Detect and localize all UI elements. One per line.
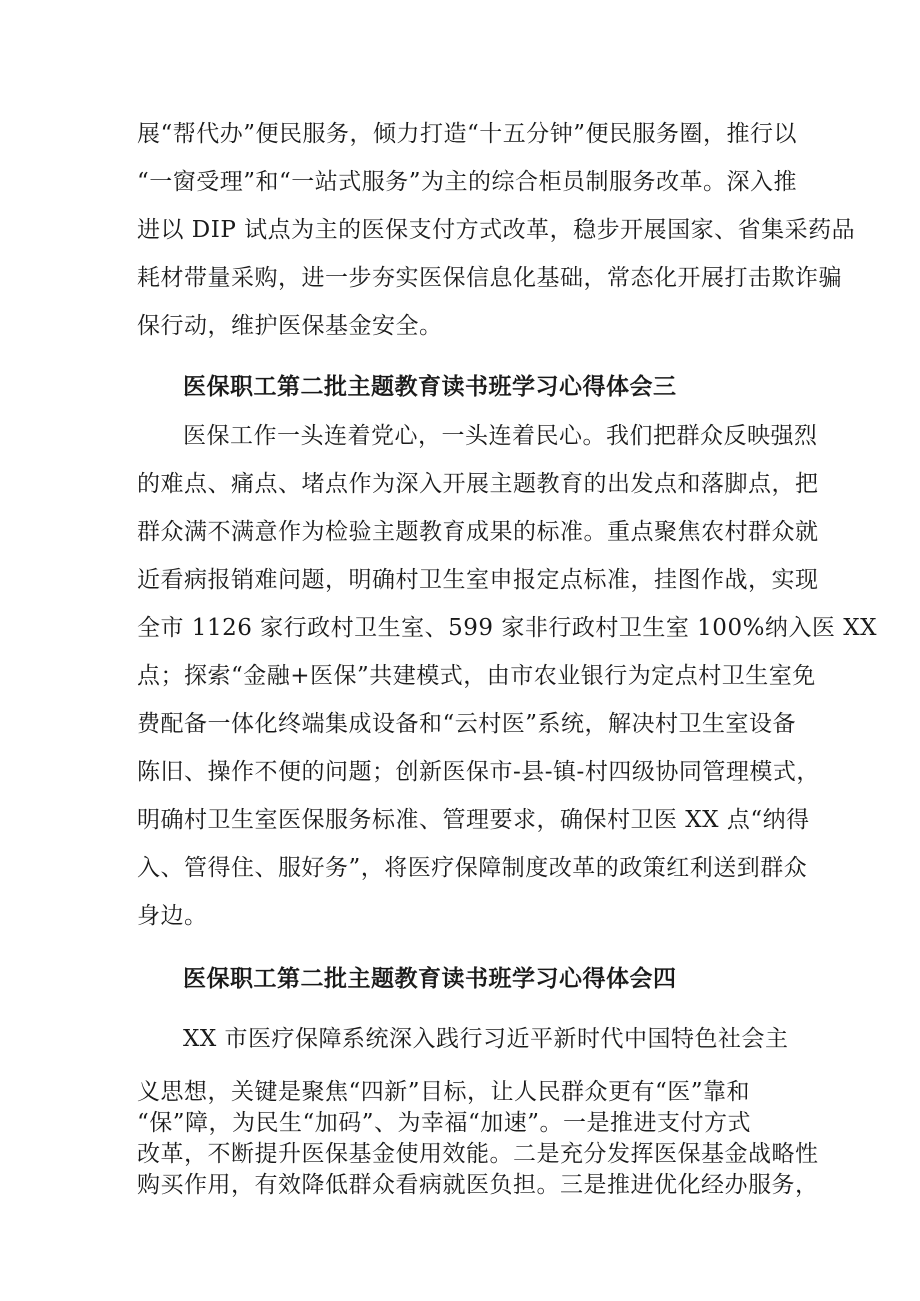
section-heading: 医保职工第二批主题教育读书班学习心得体会三 bbox=[183, 373, 677, 400]
paragraph-line: 入、管得住、服好务”，将医疗保障制度改革的政策红利送到群众 bbox=[137, 855, 808, 881]
paragraph-line: 展“帮代办”便民服务，倾力打造“十五分钟”便民服务圈，推行以 bbox=[137, 121, 798, 147]
paragraph-line: XX 市医疗保障系统深入践行习近平新时代中国特色社会主 bbox=[183, 1026, 789, 1052]
paragraph-line: 明确村卫生室医保服务标准、管理要求，确保村卫医 XX 点“纳得 bbox=[137, 807, 810, 833]
paragraph-line: 购买作用，有效降低群众看病就医负担。三是推进优化经办服务， bbox=[137, 1172, 819, 1198]
paragraph-line: “一窗受理”和“一站式服务”为主的综合柜员制服务改革。深入推 bbox=[137, 169, 798, 195]
paragraph-line: 耗材带量采购，进一步夯实医保信息化基础，常态化开展打击欺诈骗 bbox=[137, 265, 842, 291]
paragraph-line: 义思想，关键是聚焦“四新”目标，让人民群众更有“医”靠和 bbox=[137, 1079, 751, 1105]
paragraph-line: 保行动，维护医保基金安全。 bbox=[137, 313, 443, 339]
paragraph-line: “保”障，为民生“加码”、为幸福“加速”。一是推进支付方式 bbox=[137, 1110, 752, 1136]
paragraph-line: 医保工作一头连着党心，一头连着民心。我们把群众反映强烈 bbox=[183, 423, 818, 449]
paragraph-line: 群众满不满意作为检验主题教育成果的标准。重点聚焦农村群众就 bbox=[137, 519, 819, 545]
paragraph-line: 身边。 bbox=[137, 903, 208, 929]
paragraph-line: 的难点、痛点、堵点作为深入开展主题教育的出发点和落脚点，把 bbox=[137, 471, 819, 497]
section-heading: 医保职工第二批主题教育读书班学习心得体会四 bbox=[183, 965, 677, 992]
paragraph-line: 近看病报销难问题，明确村卫生室申报定点标准，挂图作战，实现 bbox=[137, 567, 819, 593]
paragraph-line: 进以 DIP 试点为主的医保支付方式改革，稳步开展国家、省集采药品 bbox=[137, 217, 856, 243]
paragraph-line: 费配备一体化终端集成设备和“云村医”系统，解决村卫生室设备 bbox=[137, 711, 797, 737]
paragraph-line: 点；探索“金融+医保”共建模式，由市农业银行为定点村卫生室免 bbox=[137, 663, 816, 689]
paragraph-line: 全市 1126 家行政村卫生室、599 家非行政村卫生室 100%纳入医 XX bbox=[137, 615, 877, 641]
paragraph-line: 陈旧、操作不便的问题；创新医保市-县-镇-村四级协同管理模式， bbox=[137, 759, 820, 785]
paragraph-line: 改革，不断提升医保基金使用效能。二是充分发挥医保基金战略性 bbox=[137, 1141, 819, 1167]
